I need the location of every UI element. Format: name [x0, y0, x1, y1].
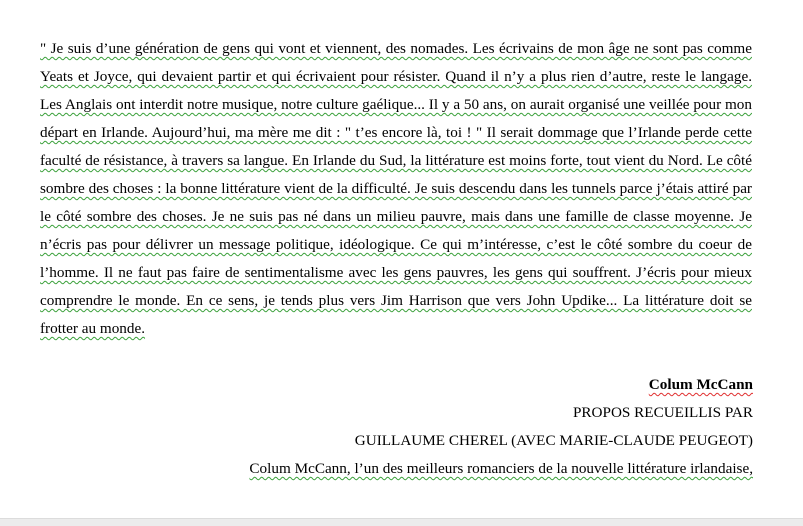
author-name	[53, 371, 753, 399]
photo-caption-text: Colum McCann, l’un des meilleurs romanciers de la nouvelle littérature irlandaise,	[249, 460, 753, 477]
author-name-text: Colum McCann	[648, 376, 753, 393]
quote-paragraph[interactable]: " Je suis d’une génération de gens qui vont et viennent, des nomades. Les écrivains de mon âge ne sont pas comme Yeats et Joyce, qui devaient partir et qui écrivaient pour résister. Quand il n’y a plus rien d’autre, reste le langage. Les Anglais ont interdit notre musique, notre culture gaélique... Il y a 50 ans, on aurait organisé une veillée pour mon départ en Irlande. Aujourd’hui, ma mère me dit : " t’es encore là, toi ! " Il serait dommage que l’Irlande perde cette faculté de résistance, à travers sa langue. En Irlande du Sud, la littérature est moins forte, tout vient du Nord. Le côté sombre des choses : la bonne littérature vient de la difficulté. Je suis descendu dans les tunnels parce j’étais attiré par le côté sombre des choses. Je ne suis pas né dans un milieu pauvre, mais dans une famille de classe moyenne. Je n’écris pas pour délivrer un message politique, idéologique. Ce qui m’intéresse, c’est le côté sombre du coeur de l’homme. Il ne faut pas faire de sentimentalisme avec les gens pauvres, les gens qui souffrent. J’écris pour mieux comprendre le monde. En ce sens, je tends plus vers Jim Harrison que vers John Updike... La littérature doit se frotter au monde.	[40, 40, 752, 337]
interviewers-line: GUILLAUME CHEREL (AVEC MARIE-CLAUDE PEUGEOT)	[354, 432, 753, 449]
propos-line: PROPOS RECUEILLIS PAR	[572, 404, 753, 421]
photo-caption	[53, 455, 753, 483]
